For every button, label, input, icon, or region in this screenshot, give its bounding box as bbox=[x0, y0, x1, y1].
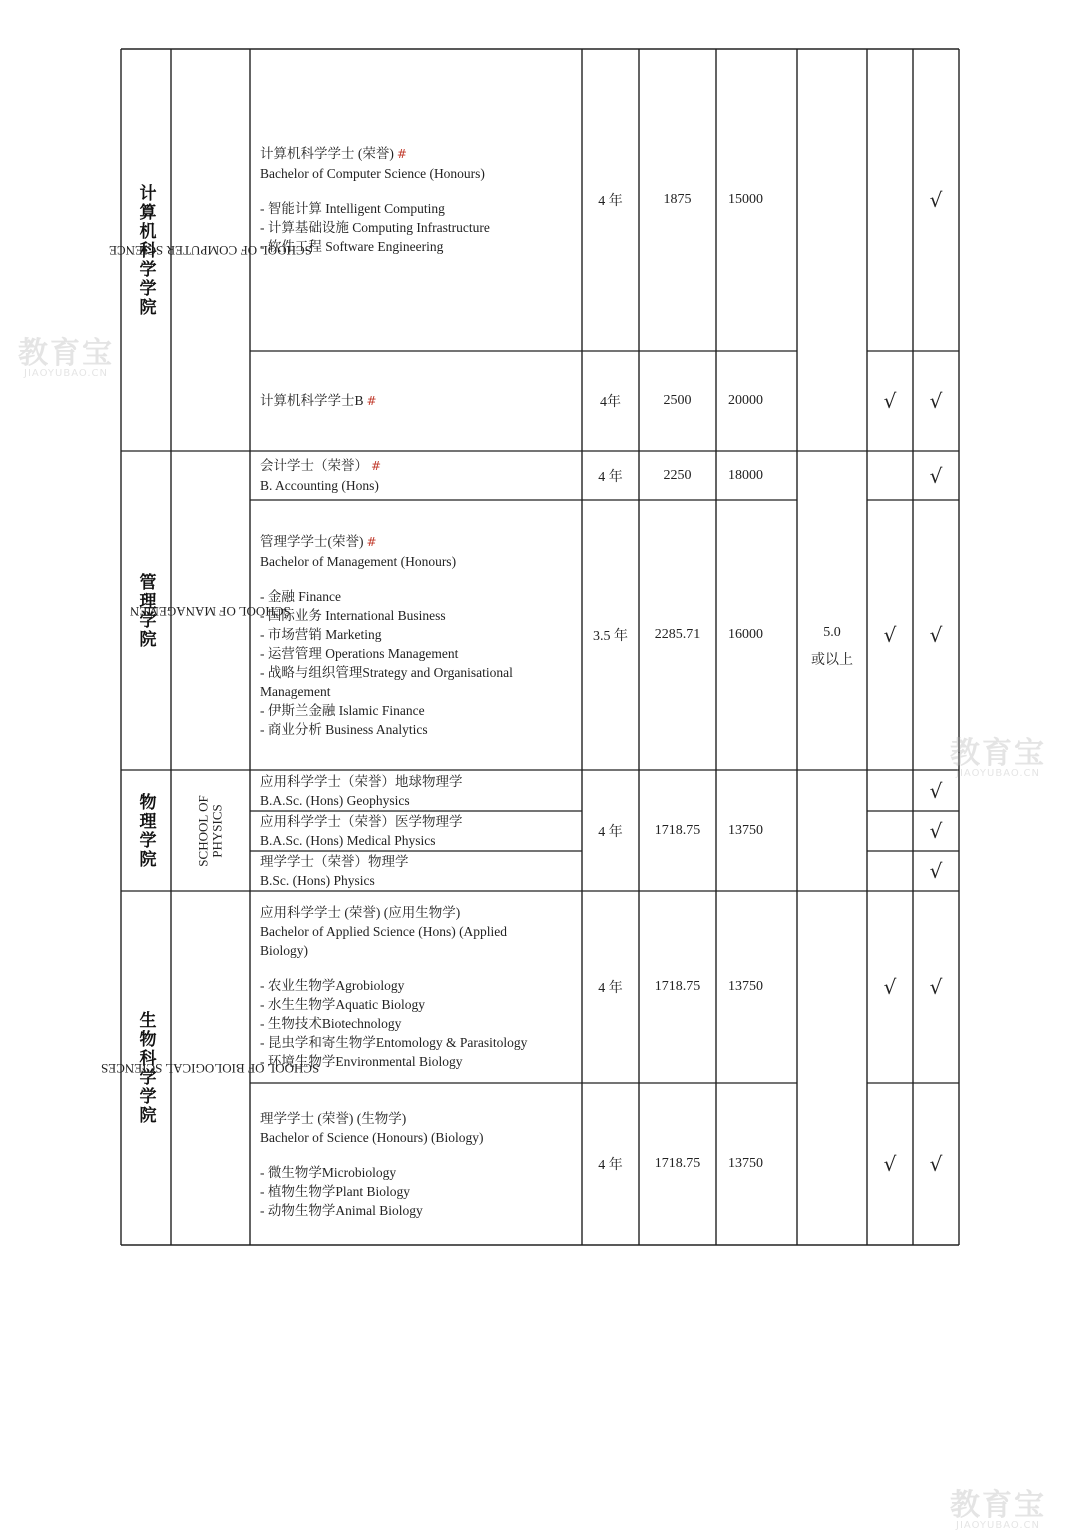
programme-line bbox=[260, 941, 582, 960]
programme-line bbox=[260, 237, 582, 256]
fee-b-text: 16000 bbox=[728, 627, 763, 642]
programme-cell bbox=[250, 811, 582, 851]
programme-line-text: - 水生生物学Aquatic Biology bbox=[260, 997, 425, 1012]
programme-line-text: 会计学士（荣誉） bbox=[260, 458, 368, 473]
programme-line bbox=[260, 701, 582, 720]
school-name-cn-text: 管理学院 bbox=[135, 572, 156, 649]
programme-cell bbox=[250, 851, 582, 891]
check-cell-2 bbox=[913, 451, 959, 500]
programme-line-text: - 环境生物学Environmental Biology bbox=[260, 1054, 463, 1069]
fee-a-text: 2500 bbox=[663, 393, 692, 408]
programme-line-text: 应用科学学士（荣誉）医学物理学 bbox=[260, 814, 463, 829]
watermark-logo: 教育宝 bbox=[18, 336, 114, 371]
programme-cell bbox=[250, 1083, 582, 1245]
fee-b-cell bbox=[716, 49, 797, 351]
watermark-url: JIAOYUBAO.CN bbox=[24, 368, 108, 379]
duration-cell bbox=[582, 49, 639, 351]
programme-line bbox=[260, 1033, 582, 1052]
duration-cell bbox=[582, 351, 639, 451]
programme-cell bbox=[250, 500, 582, 770]
fee-b-text: 13750 bbox=[728, 1156, 763, 1171]
programme-line-text: B.A.Sc. (Hons) Geophysics bbox=[260, 792, 410, 808]
programme-line-text: - 微生物学Microbiology bbox=[260, 1164, 397, 1180]
programme-line-text: Bachelor of Management (Honours) bbox=[260, 553, 457, 569]
programme-line bbox=[260, 995, 582, 1014]
fee-a-text: 2285.71 bbox=[654, 627, 701, 642]
check-cell-1 bbox=[867, 351, 913, 451]
check-mark: √ bbox=[883, 1152, 897, 1176]
score-suffix: 或以上 bbox=[811, 653, 853, 668]
watermark-url: JIAOYUBAO.CN bbox=[956, 768, 1040, 779]
fee-b-text: 18000 bbox=[728, 467, 763, 483]
check-mark: √ bbox=[883, 975, 897, 999]
programme-line-text: - 商业分析 Business Analytics bbox=[260, 721, 428, 737]
school-name-en-line: PHYSICS bbox=[209, 803, 225, 858]
programme-line-text: - 动物生物学Animal Biology bbox=[260, 1202, 423, 1218]
check-mark: √ bbox=[929, 188, 943, 212]
check-mark: √ bbox=[929, 975, 943, 999]
programme-line-text: Bachelor of Applied Science (Hons) (Applied bbox=[260, 924, 508, 939]
duration-text: 3.5 年 bbox=[593, 629, 628, 644]
programme-line-text: 理学学士（荣誉）物理学 bbox=[260, 854, 409, 869]
hash-mark: # bbox=[371, 459, 382, 473]
programme-line bbox=[260, 976, 582, 995]
programme-line bbox=[260, 663, 582, 682]
programme-title bbox=[260, 144, 582, 164]
fee-a-text: 1718.75 bbox=[654, 822, 701, 838]
programme-title bbox=[260, 852, 582, 871]
programme-line bbox=[260, 922, 582, 941]
fee-b-cell bbox=[716, 1083, 797, 1245]
fee-a-cell bbox=[639, 351, 716, 451]
programme-line bbox=[260, 606, 582, 625]
programme-line-text: - 战略与组织管理Strategy and Organisational bbox=[260, 664, 513, 680]
programme-line-text: - 金融 Finance bbox=[260, 588, 341, 604]
fee-a-cell bbox=[639, 451, 716, 500]
fee-b-cell bbox=[716, 770, 797, 891]
hash-mark: # bbox=[396, 147, 407, 161]
check-mark: √ bbox=[929, 1152, 943, 1176]
check-cell-1 bbox=[867, 811, 913, 851]
watermark-logo: 教育宝 bbox=[950, 736, 1046, 771]
watermark-right bbox=[950, 728, 1046, 779]
programme-cell bbox=[250, 891, 582, 1083]
spacer bbox=[260, 1147, 582, 1163]
school-name-cn-text: 计算机科学学院 bbox=[135, 183, 156, 317]
duration-cell bbox=[582, 1083, 639, 1245]
programme-line-text: - 运营管理 Operations Management bbox=[260, 645, 459, 661]
fee-a-text: 1718.75 bbox=[654, 979, 701, 994]
programme-line-text: 管理学学士(荣誉) bbox=[260, 533, 364, 549]
programme-line-text: Bachelor of Science (Honours) (Biology) bbox=[260, 1129, 484, 1145]
check-mark: √ bbox=[929, 819, 943, 843]
school-name-en-line: SCHOOL OF COMPUTER SCIENCE bbox=[109, 243, 312, 258]
duration-cell bbox=[582, 500, 639, 770]
check-mark: √ bbox=[929, 623, 943, 647]
programme-line-text: - 伊斯兰金融 Islamic Finance bbox=[260, 702, 425, 718]
duration-text: 4 年 bbox=[598, 469, 623, 485]
programme-line bbox=[260, 199, 582, 218]
programme-line bbox=[260, 1052, 582, 1071]
check-cell-1 bbox=[867, 49, 913, 351]
check-cell-2 bbox=[913, 351, 959, 451]
programme-line bbox=[260, 587, 582, 606]
programme-line-text: 计算机科学学士B bbox=[260, 393, 364, 408]
programme-line bbox=[260, 831, 582, 850]
programme-line-text: B.A.Sc. (Hons) Medical Physics bbox=[260, 833, 436, 848]
school-name-en-text bbox=[197, 795, 225, 866]
check-cell-2 bbox=[913, 851, 959, 891]
programme-title bbox=[260, 532, 582, 552]
watermark-bottom-right bbox=[950, 1480, 1046, 1531]
programme-line-text: - 生物技术Biotechnology bbox=[260, 1016, 402, 1031]
fee-b-text: 13750 bbox=[728, 979, 763, 994]
programme-cell bbox=[250, 451, 582, 500]
fee-b-text: 13750 bbox=[728, 822, 763, 838]
programme-line bbox=[260, 1014, 582, 1033]
programme-line-text: - 计算基础设施 Computing Infrastructure bbox=[260, 220, 490, 235]
programme-line bbox=[260, 218, 582, 237]
fee-a-cell bbox=[639, 891, 716, 1083]
school-name-en-line: SCHOOL OF BIOLOGICAL SCIENCES bbox=[101, 1061, 320, 1076]
programme-cell bbox=[250, 351, 582, 451]
programme-line bbox=[260, 871, 582, 890]
programme-line bbox=[260, 1182, 582, 1201]
check-cell-2 bbox=[913, 891, 959, 1083]
fee-b-cell bbox=[716, 500, 797, 770]
check-mark: √ bbox=[929, 859, 943, 883]
check-cell-1 bbox=[867, 500, 913, 770]
hash-mark: # bbox=[366, 534, 377, 549]
school-name-cn bbox=[121, 770, 171, 891]
duration-text: 4 年 bbox=[598, 1158, 623, 1173]
duration-text: 4 年 bbox=[598, 194, 623, 209]
fee-b-text: 20000 bbox=[728, 393, 763, 408]
fee-b-text: 15000 bbox=[728, 192, 763, 207]
school-name-en bbox=[171, 770, 250, 891]
programme-line-text: - 国际业务 International Business bbox=[260, 607, 446, 623]
programme-line bbox=[260, 791, 582, 810]
check-mark: √ bbox=[929, 389, 943, 413]
check-mark: √ bbox=[883, 389, 897, 413]
programme-line-text: - 市场营销 Marketing bbox=[260, 626, 382, 642]
programme-line bbox=[260, 164, 582, 183]
check-mark: √ bbox=[883, 623, 897, 647]
spacer bbox=[260, 960, 582, 976]
programme-title bbox=[260, 1109, 582, 1128]
check-cell-2 bbox=[913, 811, 959, 851]
programme-line-text: - 农业生物学Agrobiology bbox=[260, 978, 405, 993]
hash-mark: # bbox=[366, 394, 377, 408]
check-cell-2 bbox=[913, 49, 959, 351]
programme-line bbox=[260, 625, 582, 644]
score-value: 5.0 bbox=[823, 625, 841, 640]
programme-line-text: - 昆虫学和寄生物学Entomology & Parasitology bbox=[260, 1035, 528, 1050]
programme-line-text: - 软件工程 Software Engineering bbox=[260, 239, 444, 254]
programme-line-text: - 智能计算 Intelligent Computing bbox=[260, 201, 445, 216]
fee-b-cell bbox=[716, 351, 797, 451]
programme-cell bbox=[250, 49, 582, 351]
fee-a-text: 1875 bbox=[663, 192, 692, 207]
programme-line-text: 应用科学学士（荣誉）地球物理学 bbox=[260, 773, 463, 789]
programme-line-text: 理学学士 (荣誉) (生物学) bbox=[260, 1110, 407, 1126]
school-name-cn-text: 物理学院 bbox=[135, 792, 156, 869]
programme-cell bbox=[250, 770, 582, 811]
watermark-left bbox=[18, 328, 114, 379]
duration-cell bbox=[582, 891, 639, 1083]
check-cell-1 bbox=[867, 891, 913, 1083]
check-mark: √ bbox=[929, 463, 943, 488]
fee-a-text: 1718.75 bbox=[654, 1156, 701, 1171]
programme-line bbox=[260, 720, 582, 739]
duration-cell bbox=[582, 770, 639, 891]
duration-text: 4 年 bbox=[598, 824, 623, 840]
school-name-en-line: SCHOOL OF bbox=[195, 794, 211, 867]
programme-line-text: Management bbox=[260, 683, 331, 699]
programme-line bbox=[260, 1163, 582, 1182]
programme-line-text: 应用科学学士 (荣誉) (应用生物学) bbox=[260, 905, 461, 920]
check-cell-1 bbox=[867, 451, 913, 500]
watermark-logo: 教育宝 bbox=[950, 1488, 1046, 1523]
fee-a-cell bbox=[639, 49, 716, 351]
duration-cell bbox=[582, 451, 639, 500]
spacer bbox=[260, 571, 582, 587]
fee-b-cell bbox=[716, 891, 797, 1083]
fee-a-text: 2250 bbox=[663, 467, 692, 483]
programme-line bbox=[260, 1201, 582, 1220]
programme-line-text: B. Accounting (Hons) bbox=[260, 478, 379, 493]
score-requirement-cell bbox=[797, 49, 867, 1245]
programme-line bbox=[260, 682, 582, 701]
programme-line-text: 计算机科学学士 (荣誉) bbox=[260, 146, 394, 161]
check-cell-2 bbox=[913, 1083, 959, 1245]
duration-text: 4 年 bbox=[598, 981, 623, 996]
programme-line bbox=[260, 476, 582, 495]
programme-line-text: B.Sc. (Hons) Physics bbox=[260, 873, 375, 888]
programme-line-text: Bachelor of Computer Science (Honours) bbox=[260, 166, 485, 181]
programme-title bbox=[260, 903, 582, 922]
programme-title bbox=[260, 812, 582, 831]
programme-line-text: - 植物生物学Plant Biology bbox=[260, 1183, 411, 1199]
programme-title bbox=[260, 456, 582, 476]
check-mark: √ bbox=[929, 778, 943, 803]
check-cell-1 bbox=[867, 851, 913, 891]
programme-title bbox=[260, 391, 582, 411]
check-cell-1 bbox=[867, 770, 913, 811]
programme-line bbox=[260, 644, 582, 663]
fee-a-cell bbox=[639, 1083, 716, 1245]
spacer bbox=[260, 183, 582, 199]
fee-b-cell bbox=[716, 451, 797, 500]
programme-line-text: Biology) bbox=[260, 943, 309, 958]
duration-text: 4年 bbox=[600, 395, 621, 410]
school-name-cn-text: 生物科学学院 bbox=[135, 1011, 156, 1125]
fee-a-cell bbox=[639, 770, 716, 891]
school-name-en-line: SCHOOL OF MANAGEMEN bbox=[130, 603, 291, 619]
fee-a-cell bbox=[639, 500, 716, 770]
programme-title bbox=[260, 772, 582, 791]
watermark-url: JIAOYUBAO.CN bbox=[956, 1520, 1040, 1531]
programme-line bbox=[260, 552, 582, 571]
check-cell-1 bbox=[867, 1083, 913, 1245]
programme-line bbox=[260, 1128, 582, 1147]
